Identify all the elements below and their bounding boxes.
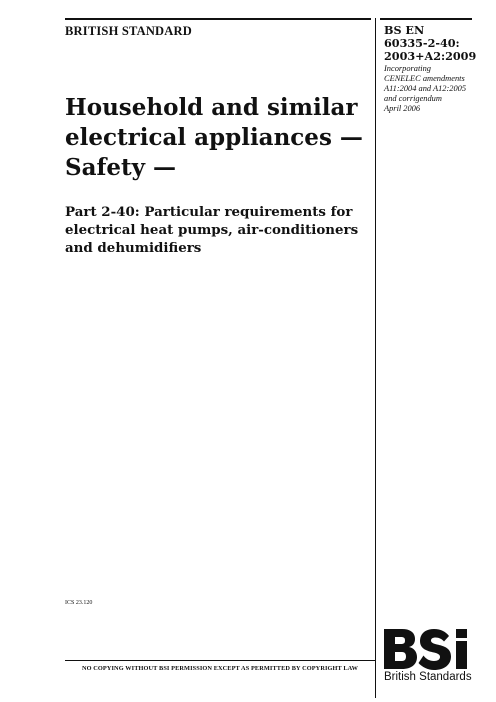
main-title-line: electrical appliances — [65,124,363,151]
part-title-line: Part 2-40: Particular requirements for [65,204,353,220]
bsi-logo-mark [382,625,474,671]
column-divider [375,18,376,698]
top-rule-right [380,18,472,20]
standard-number-line: 2003+A2:2009 [384,49,477,63]
top-rule-left [65,18,371,20]
main-title-line: Household and similar [65,94,358,121]
part-title [65,203,375,257]
amendment-line: Incorporating [384,64,431,73]
bsi-tagline: British Standards [384,671,472,683]
amendment-line: A11:2004 and A12:2005 [384,84,467,93]
amendment-line: CENELEC amendments [384,74,465,83]
standard-number [384,24,480,63]
part-title-line: and dehumidifiers [65,240,202,256]
standard-number-line: 60335-2-40: [384,36,460,50]
standard-number-line: BS EN [384,23,425,37]
main-title [65,93,371,183]
main-title-line: Safety — [65,154,177,181]
part-title-line: electrical heat pumps, air-conditioners [65,222,359,238]
amendment-line: and corrigendum [384,94,442,103]
ics-code: ICS 23.120 [65,600,93,606]
amendment-note [384,64,484,114]
copyright-notice: NO COPYING WITHOUT BSI PERMISSION EXCEPT AS PERMITTED BY COPYRIGHT LAW [65,660,375,672]
amendment-line: April 2006 [384,104,421,113]
document-type: BRITISH STANDARD [65,24,192,38]
